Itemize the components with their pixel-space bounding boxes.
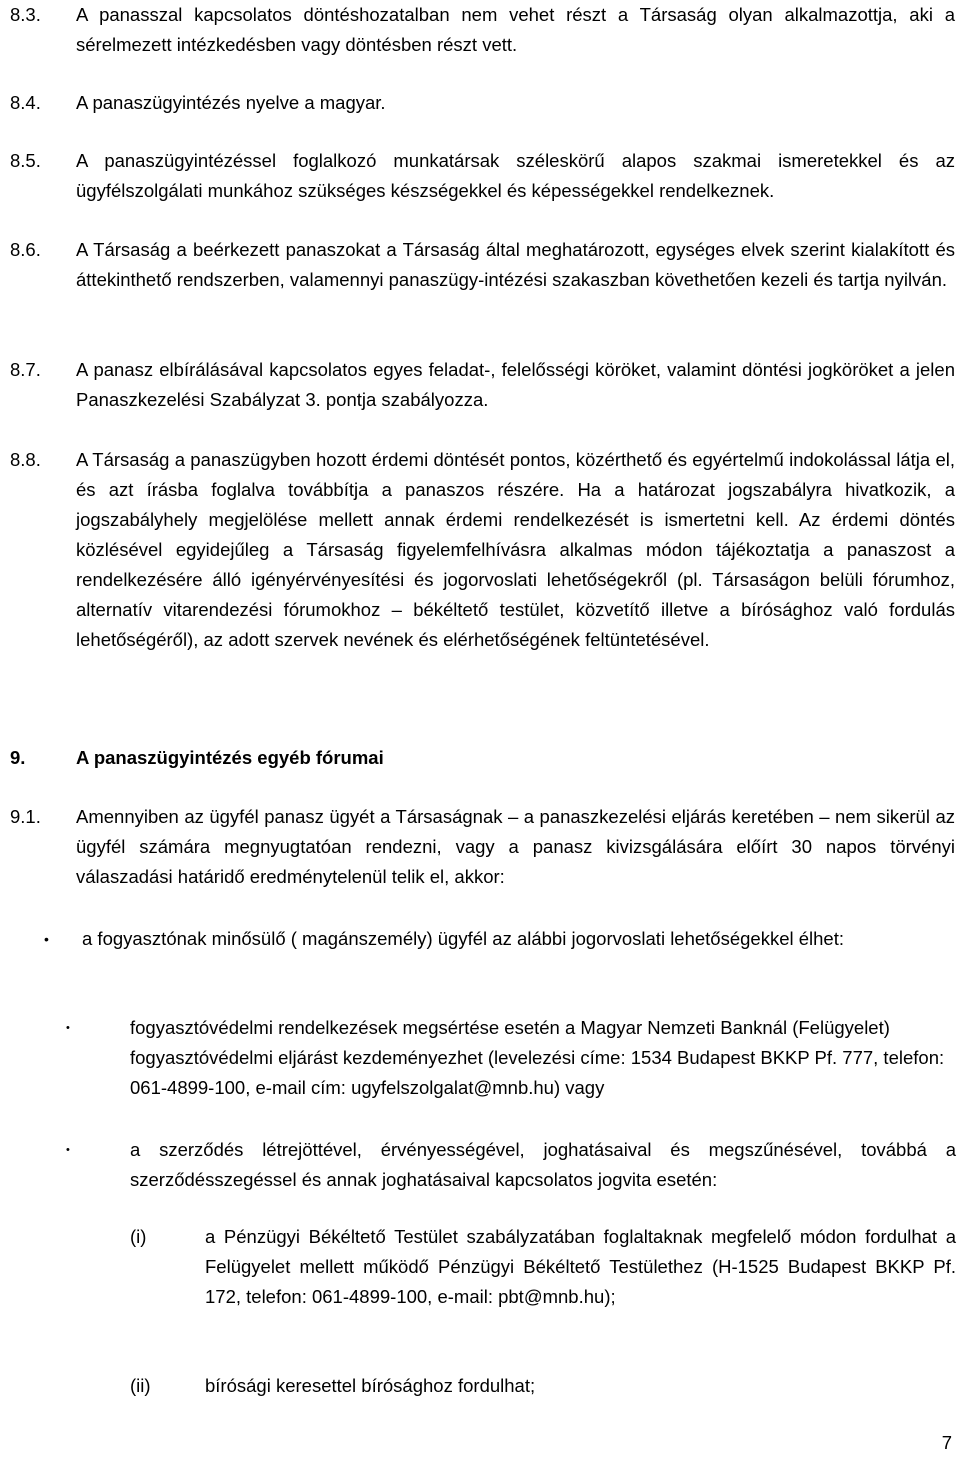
roman-label: (i) [130,1226,147,1247]
roman-text: bírósági keresettel bírósághoz fordulhat; [205,1375,536,1396]
section-9-heading [0,743,955,773]
section-9-1 [0,802,955,892]
section-number: 8.4. [10,92,41,113]
bullet-icon: • [44,931,49,947]
section-number: 9.1. [10,806,41,827]
section-8-3 [0,0,955,60]
section-8-7 [0,355,955,415]
bullet-icon: • [66,1144,70,1156]
section-8-5 [0,146,955,206]
section-number: 8.8. [10,449,41,470]
page-number: 7 [941,1432,952,1453]
section-number: 8.7. [10,359,41,380]
section-number: 8.5. [10,150,41,171]
bullet-text: a fogyasztónak minősülő ( magánszemély) ügyfél az alábbi jogorvoslati lehetőségekkel élhet: [82,928,845,949]
section-text: A panasszal kapcsolatos döntéshozatalban nem vehet részt a Társaság olyan alkalmazottja, aki a sérelmezett intézkedésben vagy döntésben részt vett. [76,4,955,55]
sub-bullet-mnb [0,1013,955,1103]
section-text: A Társaság a beérkezett panaszokat a Társaság által meghatározott, egységes elvek szerint kialakított és áttekinthető rendszerben, valamennyi panaszügy-intézési szakaszban követhetően kezeli és tartja nyilván. [76,239,955,290]
bullet-icon: • [66,1022,70,1034]
section-number: 8.6. [10,239,41,260]
roman-label: (ii) [130,1375,151,1396]
section-text: A Társaság a panaszügyben hozott érdemi döntését pontos, közérthető és egyértelmű indokolással látja el, és azt írásba foglalva továbbítja a panaszos részére. Ha a határozat jogszabályra hivatkozik, a jogszabályhely megjelölése mellett annak érdemi rendelkezését is ismertetni kell. Az érdemi döntés közlésével egyidejűleg a Társaság figyelemfelhívásra alkalmas módon tájékoztatja a panaszost a rendelkezésére álló igényérvényesítési és jogorvoslati lehetőségekről (pl. Társaságon belüli fórumhoz, alternatív vitarendezési fórumokhoz – békéltető testület, közvetítő illetve a bírósághoz való fordulás lehetőségéről), az adott szervek nevének és elérhetőségének feltüntetésével. [76,449,955,650]
section-text: A panaszügyintézés nyelve a magyar. [76,92,386,113]
section-number: 8.3. [10,4,41,25]
section-8-8 [0,445,955,655]
section-title: A panaszügyintézés egyéb fórumai [76,747,384,768]
section-number: 9. [10,747,26,768]
section-text: A panasz elbírálásával kapcsolatos egyes feladat-, felelősségi köröket, valamint döntési jogköröket a jelen Panaszkezelési Szabályzat 3. pontja szabályozza. [76,359,955,410]
bullet-consumer [0,924,955,954]
section-text: Amennyiben az ügyfél panasz ügyét a Társaságnak – a panaszkezelési eljárás keretében – nem sikerül az ügyfél számára megnyugtatóan rendezni, vagy a panasz kivizsgálására előírt 30 napos törvényi válaszadási határidő eredménytelenül telik el, akkor: [76,806,955,887]
bullet-text: a szerződés létrejöttével, érvényességével, joghatásaival és megszűnésével, továbbá a szerződésszegéssel és annak joghatásaival kapcsolatos jogvita esetén: [130,1139,956,1190]
bullet-text: fogyasztóvédelmi rendelkezések megsértése esetén a Magyar Nemzeti Banknál (Felügyelet) fogyasztóvédelmi eljárást kezdeményezhet (levelezési címe: 1534 Budapest BKKP Pf. 777, telefon: 061-4899-100, e-mail cím: ugyfelszolgalat@mnb.hu) vagy [130,1017,945,1098]
roman-item-i [0,1222,955,1312]
roman-item-ii [0,1371,955,1401]
section-8-4 [0,88,955,118]
section-8-6 [0,235,955,295]
roman-text: a Pénzügyi Békéltető Testület szabályzatában foglaltaknak megfelelő módon fordulhat a Felügyelet mellett működő Pénzügyi Békéltető Testülethez (H-1525 Budapest BKKP Pf. 172, telefon: 061-4899-100, e-mail: pbt@mnb.hu); [205,1226,956,1307]
section-text: A panaszügyintézéssel foglalkozó munkatársak széleskörű alapos szakmai ismeretekkel és az ügyfélszolgálati munkához szükséges készségekkel és képességekkel rendelkeznek. [76,150,955,201]
sub-bullet-dispute [0,1135,955,1195]
